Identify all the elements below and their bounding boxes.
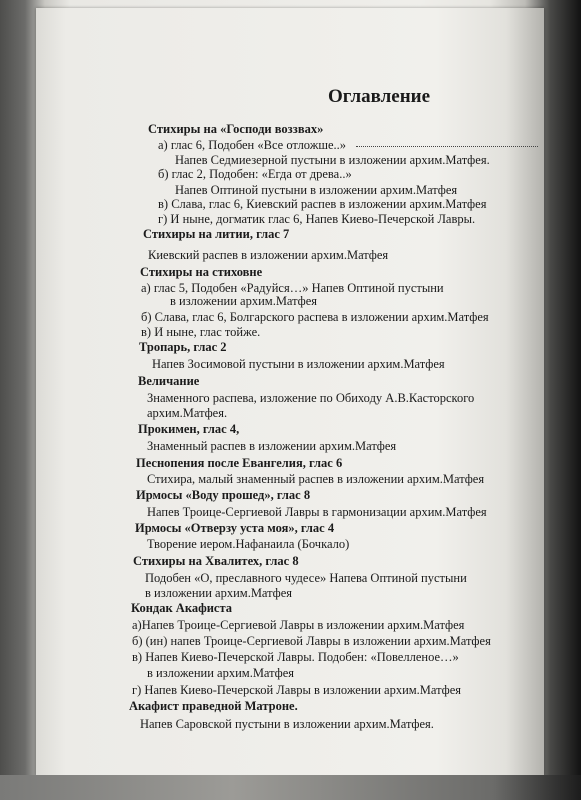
entry-line: Подобен «О, преславного чудесе» Напева Оптиной пустыни bbox=[145, 571, 467, 585]
entry-line: б) Слава, глас 6, Болгарского распева в изложении архим.Матфея bbox=[141, 310, 489, 324]
entry-line: г) Напев Киево-Печерской Лавры в изложении архим.Матфея bbox=[132, 683, 462, 697]
section-heading: Стихиры на Хвалитех, глас 8 bbox=[133, 554, 299, 568]
section-heading: Кондак Акафиста bbox=[131, 601, 233, 615]
entry-line: в) И ныне, глас тойже. bbox=[141, 325, 261, 339]
dotted-leader bbox=[356, 146, 538, 147]
entry-line: архим.Матфея. bbox=[147, 406, 228, 420]
entry-line: в изложении архим.Матфея bbox=[145, 586, 293, 600]
entry-line: в изложении архим.Матфея bbox=[170, 294, 318, 308]
entry-line: Напев Седмиезерной пустыни в изложении архим.Матфея. bbox=[175, 153, 490, 167]
entry-line: Напев Зосимовой пустыни в изложении архим.Матфея bbox=[152, 357, 445, 371]
entry-line: Напев Саровской пустыни в изложении архим.Матфея. bbox=[140, 717, 434, 731]
entry-line: Напев Троице-Сергиевой Лавры в гармонизации архим.Матфея bbox=[147, 505, 487, 519]
section-heading: Ирмосы «Воду прошед», глас 8 bbox=[136, 488, 311, 502]
page-title: Оглавление bbox=[328, 86, 431, 107]
section-heading: Прокимен, глас 4, bbox=[138, 422, 240, 436]
entry-line: Знаменный распев в изложении архим.Матфея bbox=[147, 439, 397, 453]
entry-line: Знаменного распева, изложение по Обиходу А.В.Касторского bbox=[147, 391, 475, 405]
entry-line: б) глас 2, Подобен: «Егда от древа..» bbox=[158, 167, 352, 181]
section-heading: Тропарь, глас 2 bbox=[139, 340, 227, 354]
section-heading: Стихиры на стиховне bbox=[140, 265, 263, 279]
section-heading: Ирмосы «Отверзу уста моя», глас 4 bbox=[135, 521, 335, 535]
entry-line: а) глас 6, Подобен «Все отложше..» bbox=[158, 138, 347, 152]
section-heading: Величание bbox=[138, 374, 200, 388]
section-heading: Акафист праведной Матроне. bbox=[129, 699, 298, 713]
entry-line: а) глас 5, Подобен «Радуйся…» Напев Оптиной пустыни bbox=[141, 281, 444, 295]
section-heading: Песнопения после Евангелия, глас 6 bbox=[136, 456, 343, 470]
entry-line: Напев Оптиной пустыни в изложении архим.Матфея bbox=[175, 183, 458, 197]
entry-line: в) Напев Киево-Печерской Лавры. Подобен: «Повелленое…» bbox=[132, 650, 459, 664]
entry-line: Киевский распев в изложении архим.Матфея bbox=[148, 248, 389, 262]
section-heading: Стихиры на литии, глас 7 bbox=[143, 227, 290, 241]
entry-line: б) (ин) напев Троице-Сергиевой Лавры в изложении архим.Матфея bbox=[132, 634, 491, 648]
entry-line: Стихира, малый знаменный распев в изложении архим.Матфея bbox=[147, 472, 485, 486]
section-heading: Стихиры на «Господи воззвах» bbox=[148, 122, 324, 136]
entry-line: а)Напев Троице-Сергиевой Лавры в изложении архим.Матфея bbox=[132, 618, 465, 632]
entry-line: Творение иером.Нафанаила (Бочкало) bbox=[147, 537, 350, 551]
entry-line: в изложении архим.Матфея bbox=[147, 666, 295, 680]
entry-line: в) Слава, глас 6, Киевский распев в изложении архим.Матфея bbox=[158, 197, 487, 211]
entry-line: г) И ныне, догматик глас 6, Напев Киево-Печерской Лавры. bbox=[158, 212, 476, 226]
